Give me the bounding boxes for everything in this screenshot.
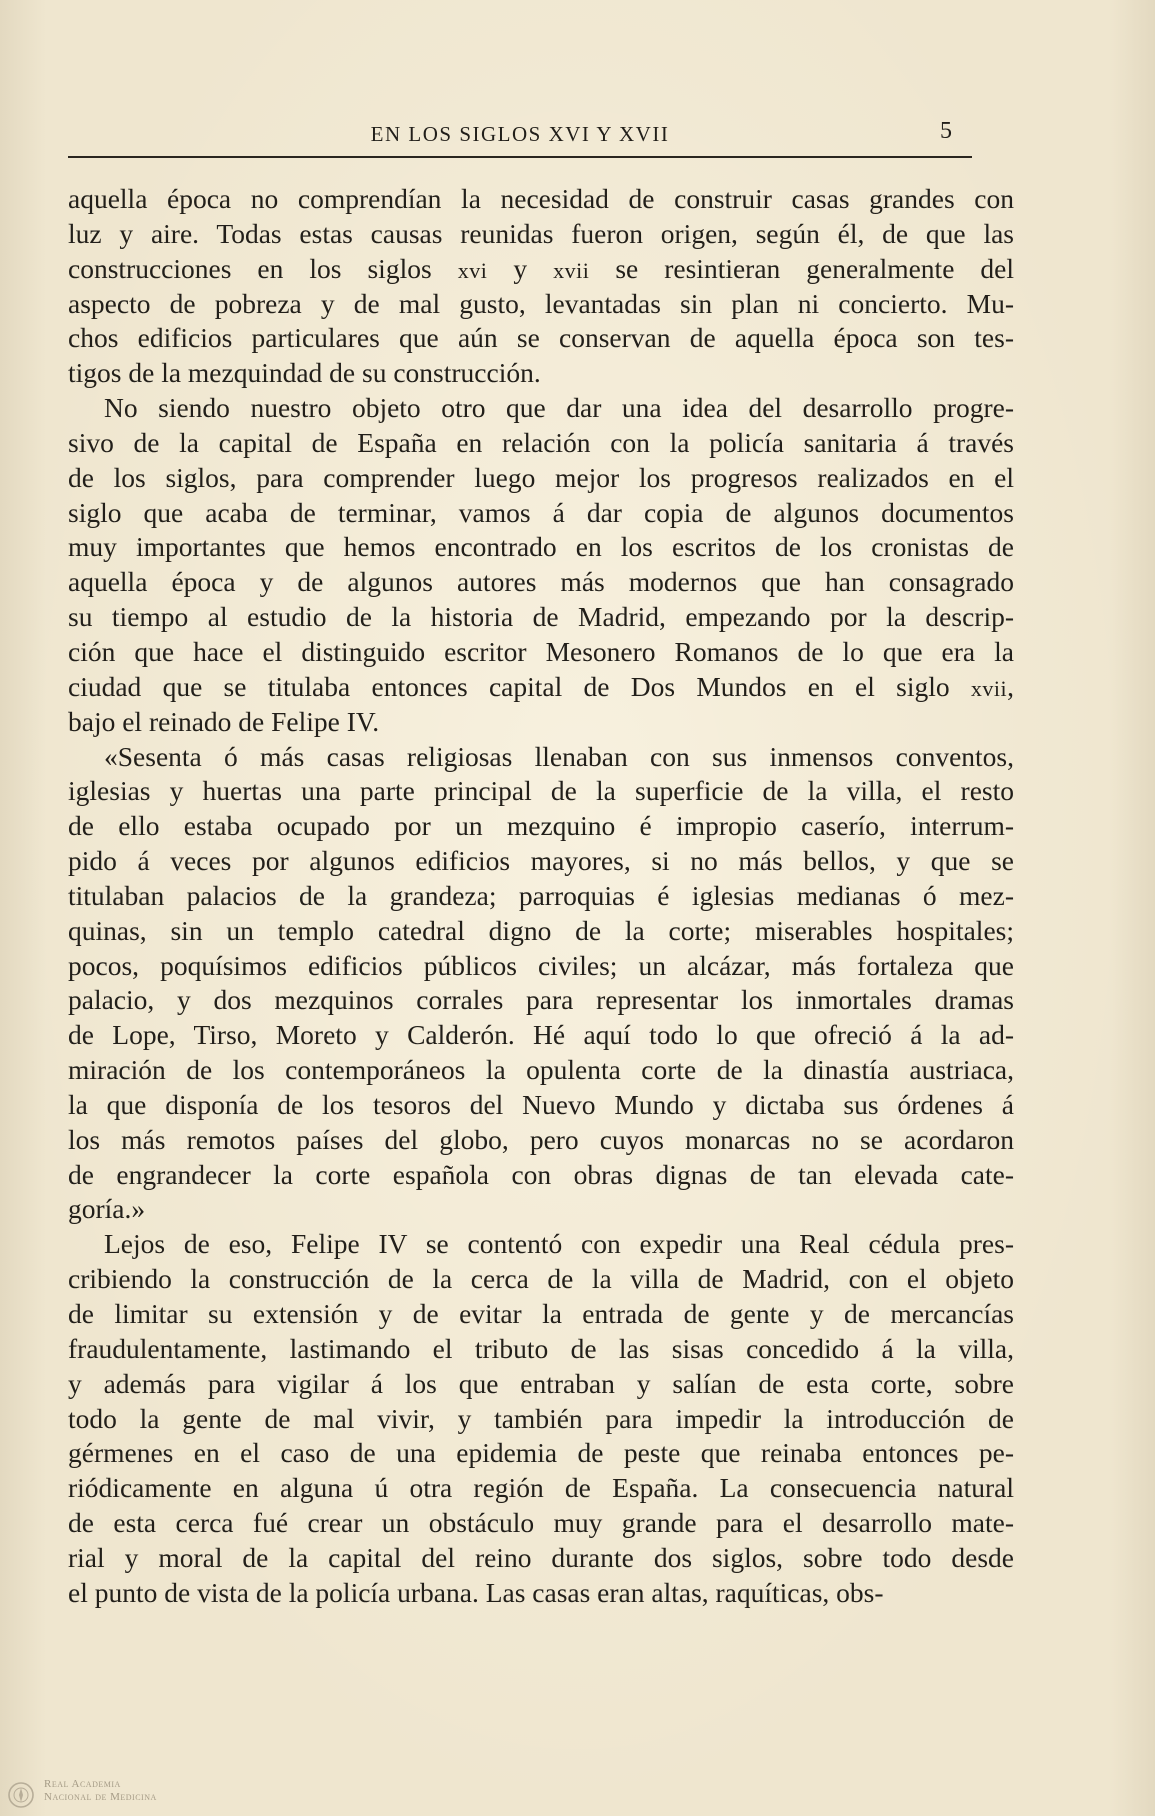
text-segment: , bbox=[1007, 670, 1014, 702]
text-line: todo la gente de mal vivir, y también para impedir la introducción de bbox=[68, 1402, 1014, 1434]
text-segment: construcciones en los siglos bbox=[68, 252, 458, 284]
watermark-line2: Nacional de Medicina bbox=[44, 1791, 157, 1803]
page-number: 5 bbox=[940, 118, 952, 144]
text-line: palacio, y dos mezquinos corrales para representar los inmortales dramas bbox=[68, 984, 1014, 1016]
text-line: fraudulentamente, lastimando el tributo de las sisas concedido á la villa, bbox=[68, 1332, 1014, 1364]
text-line: de ello estaba ocupado por un mezquino é impropio caserío, interrum- bbox=[68, 810, 1014, 842]
text-line bbox=[68, 252, 1014, 287]
small-caps-numeral: xvii bbox=[553, 257, 590, 283]
text-line: aquella época y de algunos autores más modernos que han consagrado bbox=[68, 566, 1014, 598]
text-line: titulaban palacios de la grandeza; parroquias é iglesias medianas ó mez- bbox=[68, 879, 1014, 911]
text-line bbox=[68, 670, 1014, 705]
text-line: de esta cerca fué crear un obstáculo muy grande para el desarrollo mate- bbox=[68, 1507, 1014, 1539]
text-line: pido á veces por algunos edificios mayores, si no más bellos, y que se bbox=[68, 845, 1014, 877]
header-rule bbox=[68, 156, 972, 158]
text-line: cribiendo la construcción de la cerca de la villa de Madrid, con el objeto bbox=[68, 1263, 1014, 1295]
text-segment: y bbox=[487, 252, 554, 284]
watermark bbox=[44, 1778, 157, 1804]
text-line: muy importantes que hemos encontrado en los escritos de los cronistas de bbox=[68, 531, 1014, 563]
text-line: ción que hace el distinguido escritor Mesonero Romanos de lo que era la bbox=[68, 635, 1014, 667]
text-line: aquella época no comprendían la necesidad de construir casas grandes con bbox=[68, 183, 1014, 214]
text-line: sivo de la capital de España en relación con la policía sanitaria á través bbox=[68, 426, 1014, 458]
small-caps-numeral: xvi bbox=[457, 257, 488, 283]
text-line: Lejos de eso, Felipe IV se contentó con expedir una Real cédula pres- bbox=[104, 1228, 1014, 1260]
text-line: tigos de la mezquindad de su construcción. bbox=[68, 357, 541, 389]
text-line: goría.» bbox=[68, 1193, 146, 1225]
text-line: la que disponía de los tesoros del Nuevo Mundo y dictaba sus órdenes á bbox=[68, 1088, 1014, 1120]
watermark-line1: Real Academia bbox=[44, 1778, 121, 1790]
text-line: quinas, sin un templo catedral digno de la corte; miserables hospitales; bbox=[68, 914, 1014, 946]
text-line: aspecto de pobreza y de mal gusto, levantadas sin plan ni concierto. Mu- bbox=[68, 287, 1014, 319]
text-line: y además para vigilar á los que entraban y salían de esta corte, sobre bbox=[68, 1367, 1014, 1399]
text-line: de limitar su extensión y de evitar la entrada de gente y de mercancías bbox=[68, 1298, 1014, 1329]
text-line: los más remotos países del globo, pero cuyos monarcas no se acordaron bbox=[68, 1123, 1014, 1155]
text-line: siglo que acaba de terminar, vamos á dar copia de algunos documentos bbox=[68, 496, 1014, 528]
text-segment: ciudad que se titulaba entonces capital de Dos Mundos en el siglo bbox=[68, 670, 971, 702]
body-text bbox=[68, 182, 1014, 1611]
text-line: chos edificios particulares que aún se conservan de aquella época son tes- bbox=[68, 322, 1014, 354]
running-title: EN LOS SIGLOS XVI Y XVII bbox=[370, 122, 670, 146]
page-header bbox=[68, 118, 972, 158]
text-line: rial y moral de la capital del reino durante dos siglos, sobre todo desde bbox=[68, 1541, 1014, 1573]
text-line: riódicamente en alguna ú otra región de España. La consecuencia natural bbox=[68, 1472, 1014, 1504]
text-line: de los siglos, para comprender luego mejor los progresos realizados en el bbox=[68, 461, 1014, 493]
academy-seal-icon bbox=[6, 1780, 36, 1810]
text-line: gérmenes en el caso de una epidemia de peste que reinaba entonces pe- bbox=[68, 1437, 1014, 1469]
text-line: bajo el reinado de Felipe IV. bbox=[68, 705, 380, 737]
text-line: de engrandecer la corte española con obras dignas de tan elevada cate- bbox=[68, 1158, 1014, 1190]
text-line: No siendo nuestro objeto otro que dar una idea del desarrollo progre- bbox=[104, 392, 1014, 424]
text-line: de Lope, Tirso, Moreto y Calderón. Hé aquí todo lo que ofreció á la ad- bbox=[68, 1019, 1014, 1051]
text-line: luz y aire. Todas estas causas reunidas fueron origen, según él, de que las bbox=[68, 217, 1014, 249]
text-line: miración de los contemporáneos la opulenta corte de la dinastía austriaca, bbox=[68, 1054, 1014, 1086]
text-line: pocos, poquísimos edificios públicos civiles; un alcázar, más fortaleza que bbox=[68, 949, 1014, 981]
text-segment: se resintieran generalmente del bbox=[589, 252, 1015, 284]
small-caps-numeral: xvii bbox=[970, 675, 1008, 701]
text-line: el punto de vista de la policía urbana. Las casas eran altas, raquíticas, obs- bbox=[68, 1576, 884, 1608]
text-line: iglesias y huertas una parte principal de la superficie de la villa, el resto bbox=[68, 775, 1014, 807]
text-line: su tiempo al estudio de la historia de Madrid, empezando por la descrip- bbox=[68, 601, 1014, 633]
text-line: «Sesenta ó más casas religiosas llenaban con sus inmensos conventos, bbox=[104, 740, 1014, 772]
